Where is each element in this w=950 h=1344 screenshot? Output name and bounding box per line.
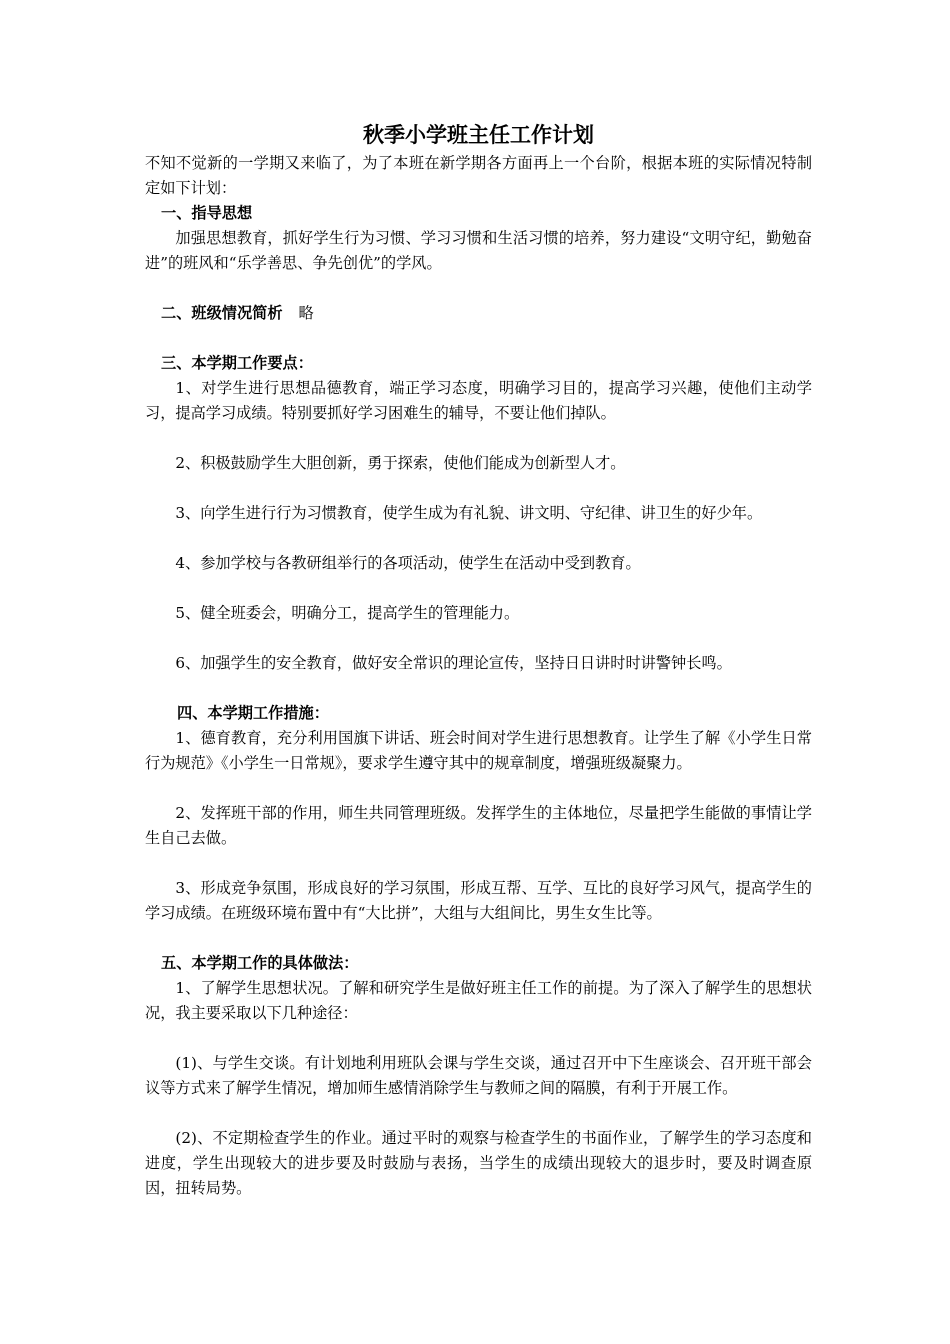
section-3-item-1: 1、对学生进行思想品德教育，端正学习态度，明确学习目的，提高学习兴趣，使他们主动学习，提高学习成绩。特别要抓好学习困难生的辅导，不要让他们掉队。 (145, 379, 812, 422)
document-title: 秋季小学班主任工作计划 (363, 123, 594, 147)
section-2-heading (145, 301, 812, 326)
section-3-heading: 三、本学期工作要点： (161, 354, 313, 372)
section-1-heading: 一、指导思想 (161, 204, 253, 222)
section-3-item-2: 2、积极鼓励学生大胆创新，勇于探索，使他们能成为创新型人才。 (175, 454, 626, 472)
section-4-item-3: 3、形成竞争氛围，形成良好的学习氛围，形成互帮、互学、互比的良好学习风气，提高学生的学习成绩。在班级环境布置中有“大比拼”，大组与大组间比，男生女生比等。 (145, 879, 812, 922)
section-5-item-3: (2)、不定期检查学生的作业。通过平时的观察与检查学生的书面作业，了解学生的学习态度和进度，学生出现较大的进步要及时鼓励与表扬，当学生的成绩出现较大的退步时，要及时调查原因，扭转局势。 (145, 1129, 812, 1197)
spacer (145, 526, 812, 551)
section-3-item-6: 6、加强学生的安全教育，做好安全常识的理论宣传，坚持日日讲时时讲警钟长鸣。 (175, 654, 732, 672)
section-5-heading: 五、本学期工作的具体做法： (161, 954, 359, 972)
spacer (145, 776, 812, 801)
section-5-item-1: 1、了解学生思想状况。了解和研究学生是做好班主任工作的前提。为了深入了解学生的思想状况，我主要采取以下几种途径： (145, 979, 812, 1022)
section-3-item-4: 4、参加学校与各教研组举行的各项活动，使学生在活动中受到教育。 (175, 554, 641, 572)
spacer (145, 676, 812, 701)
spacer (145, 926, 812, 951)
spacer (145, 1101, 812, 1126)
spacer (145, 476, 812, 501)
section-2-note: 略 (298, 304, 314, 322)
spacer (145, 276, 812, 301)
spacer (145, 626, 812, 651)
spacer (145, 326, 812, 351)
intro-paragraph: 不知不觉新的一学期又来临了，为了本班在新学期各方面再上一个台阶，根据本班的实际情况特制定如下计划： (145, 154, 812, 197)
section-3-item-3: 3、向学生进行行为习惯教育，使学生成为有礼貌、讲文明、守纪律、讲卫生的好少年。 (175, 504, 763, 522)
spacer (145, 426, 812, 451)
section-2-heading-text: 二、班级情况简析 (161, 304, 283, 322)
section-5-item-2: (1)、与学生交谈。有计划地利用班队会课与学生交谈，通过召开中下生座谈会、召开班干部会议等方式来了解学生情况，增加师生感情消除学生与教师之间的隔膜，有利于开展工作。 (145, 1054, 812, 1097)
section-4-item-1: 1、德育教育，充分利用国旗下讲话、班会时间对学生进行思想教育。让学生了解《小学生日常行为规范》《小学生一日常规》，要求学生遵守其中的规章制度，增强班级凝聚力。 (145, 729, 812, 772)
section-1-body: 加强思想教育，抓好学生行为习惯、学习习惯和生活习惯的培养，努力建设“文明守纪，勤勉奋进”的班风和“乐学善思、争先创优”的学风。 (145, 229, 812, 272)
spacer (145, 1026, 812, 1051)
spacer (145, 851, 812, 876)
section-3-item-5: 5、健全班委会，明确分工，提高学生的管理能力。 (175, 604, 520, 622)
section-4-heading: 四、本学期工作措施： (177, 704, 329, 722)
spacer (145, 576, 812, 601)
section-4-item-2: 2、发挥班干部的作用，师生共同管理班级。发挥学生的主体地位，尽量把学生能做的事情让学生自己去做。 (145, 804, 812, 847)
